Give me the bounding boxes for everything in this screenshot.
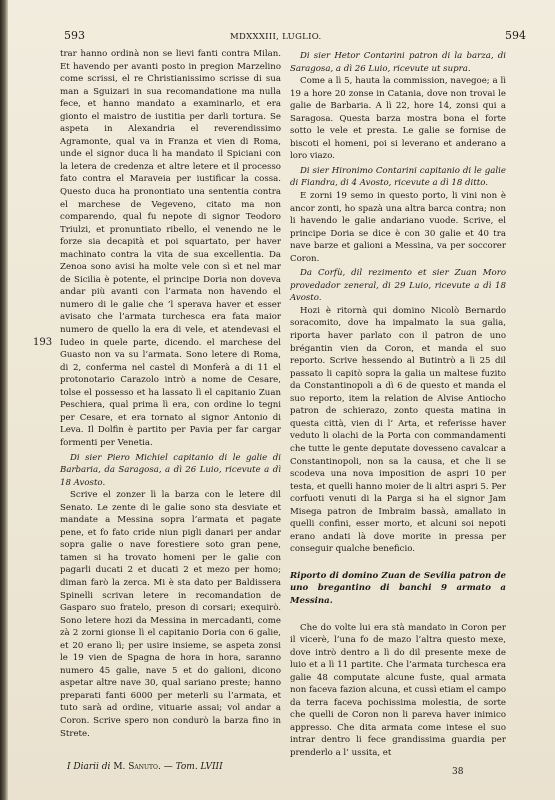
footer	[67, 762, 223, 772]
left-column	[60, 48, 281, 740]
page-number-left: 593	[64, 29, 85, 42]
letter-heading: Da Corfù, dil rezimento et sier Zuan Moro provedador zeneral, di 29 Luio, ricevute a dì 18 Avosto.	[290, 268, 506, 304]
footer-prefix: I Diarii di	[67, 762, 111, 772]
signature-mark: 38	[452, 767, 464, 777]
letter-heading: Di sier Hironimo Contarini capitanio di le galie di Fiandra, di 4 Avosto, ricevute a dì 18 ditto.	[290, 165, 506, 189]
paragraph: Hozi è ritornà qui domino Nicolò Bernardo soracomito, dove ha impalmato la sua galia, riporta haver parlato con il patron de uno brégantin vien da Coron, et manda el suo reporto. Scrive hessendo al Butintrò a lì 25 dil passato li capitò sopra la galia un maltese fuzito da Constantinopoli a dì 6 de questo et manda el suo reporto, item la relation de Alvise Antiocho patron de schierazo, zonto questa matina in questa città, vien di l’ Arta, et referisse haver veduto li olachi de la Porta con commandamenti che tutte le gente deputate dovesseno cavalcar a Constantinopoli, non sa la causa, et che li se scodeva una nova imposition de aspri 10 per testa, et quelli hanno moier de li altri aspri 5. Per corfuoti venuti di la Parga si ha el signor Jam Misega patron de Imbraim bassà, amallato in quelli confini, esser morto, et alcuni soi nepoti erano andati là dove morite in pressa per conseguir qualche beneficio.	[290, 305, 506, 555]
running-header: MDXXXIII, LUGLIO.	[230, 32, 322, 42]
paragraph: Che do volte lui era stà mandato in Coron per il vicerè, l’una fo de mazo l’altra questo mexe, dove intrò dentro a lì do dil presente mexe de luio et a lì 11 partite. Che l’armata turchesca era galie 48 computate alcune fuste, qual armata non faceva fazion alcuna, et cussì etiam el campo da terra faceva pochissima molestia, de sorte che quelli de Coron non li pareva haver inimico appresso. Che dita armata come intese el suo intrar dentro li fece grandissima guardia per prenderlo a l’ ussita, et	[290, 622, 506, 758]
paragraph: Scrive el zonzer lì la barza con le letere dil Senato. Le zente di le galie sono sta desviate et mandate a Messina sopra l’armata et pagate pene, et fo fato cride niun pigli danari per andar sopra galie o nave forestiere soto gran pene, tamen si ha trovato homeni per le galie con pagarli ducati 2 et ducati 2 et mezo per homo; diman farò la zerca. Mi è sta dato per Baldissera Spinelli scrivan letere in recomandation de Gasparo suo fratelo, preson di corsari; exequirò. Sono letere hozi da Messina in mercadanti, come zà 2 zorni gionse lì el capitanio Doria con 6 galie, et 20 erano lì; per usire insieme, se aspeta zonsi le 19 vien de Spagna de hora in hora, saranno numero 45 galie, nave 5 et do galioni, dicono aspetar altre nave 30, qual sariano preste; hanno preparati fanti 6000 per meterli su l’armata, et tuto sarà ad ordine, vituarie assai; vol andar a Coron. Scrive spero non condurò la barza fino in Strete.	[60, 490, 281, 739]
footer-author: M. Sanuto.	[113, 762, 161, 772]
paragraph: E zorni 19 semo in questo porto, li vini non è ancor zonti, ho spazà una altra barca contra; non li havendo le galie andariano vuode. Scrive, el principe Doria se dice è con 30 galie et 40 tra nave barze et galioni a Messina, va per soccorer Coron.	[290, 191, 506, 264]
section-title: Riporto di domino Zuan de Sevilia patron de uno bregantino di banchi 9 armato a Messina.	[290, 570, 506, 606]
paragraph: Come a lì 5, hauta la commission, navegoe; a lì 19 a hore 20 zonse in Catania, dove non trovai le galie de Barbaria. A lì 22, hore 14, zonsi qui a Saragosa. Questa barza mostra bona el forte sotto le vele et presta. Le galie se fornise de biscoti el homeni, poi si leverano et anderano a loro viazo.	[290, 76, 506, 162]
right-column	[290, 48, 506, 760]
page-number-right: 594	[505, 29, 526, 42]
letter-heading: Di sier Hetor Contarini patron di la barza, di Saragosa, a dì 26 Luio, ricevute ut supra.	[290, 51, 506, 74]
letter-heading: Di sier Piero Michiel capitanio di le galie di Barbaria, da Saragosa, a dì 26 Luio, ricevute a dì 18 Avosto.	[60, 452, 281, 488]
book-gutter	[0, 0, 8, 800]
footer-volume: — Tom. LVIII	[163, 762, 223, 772]
paragraph: trar hanno ordinà non se lievi fanti contra Milan. Et havendo per avanti posto in pregion Marzelino come scrissi, el re Christianissimo scrisse di sua man a Sguizari in sua recomandatione ma nulla fece, et hanno mandato a examinarlo, et era gionto el maistro de iustitia per darli tortura. Se aspeta in Alexandria el reverendissimo Agramonte, qual va in Franza et vien di Roma, unde el signor duca li ha mandato il Spiciani con la letera de credenza et altre letere et il processo fato contra el Maraveia per iustificar la cossa. Questo duca ha pronontiato una sententia contra el marchese de Vegeveno, citato ma non comparendo, qual fu nepote di signor Teodoro Triulzi, et pronuntiato ribello, el venendo ne le forze sia decapità et poi squartato, per haver machinato contra la vita de sua excellentia. Da Zenoa sono avisi ha molte vele con sì et nel mar de Sicilia è potente, el principe Doria non doveva andar più avanti con l’armata non havendo el numero di le galie che ’l sperava haver et esser avisato che l’armata turchesca era fata maior numero de quello la era di vele, et atendevasi el Iudeo in quele parte, dicendo. el marchese del Guasto non va su l’armata. Sono letere di Roma, di 2, conferma nel castel di Monferà a di 11 el protonotario Carazolo intrò a nome de Cesare, tolse el possesso et ha lassato lì el capitanio Zuan Peschiera, qual prima lì era, con ordine lo tegni per Cesare, et era tornato al signor Antonio di Leva. Il Dolfin è partito per Pavia per far cargar formenti per Venetia.	[60, 49, 281, 448]
margin-number: 193	[33, 337, 53, 348]
